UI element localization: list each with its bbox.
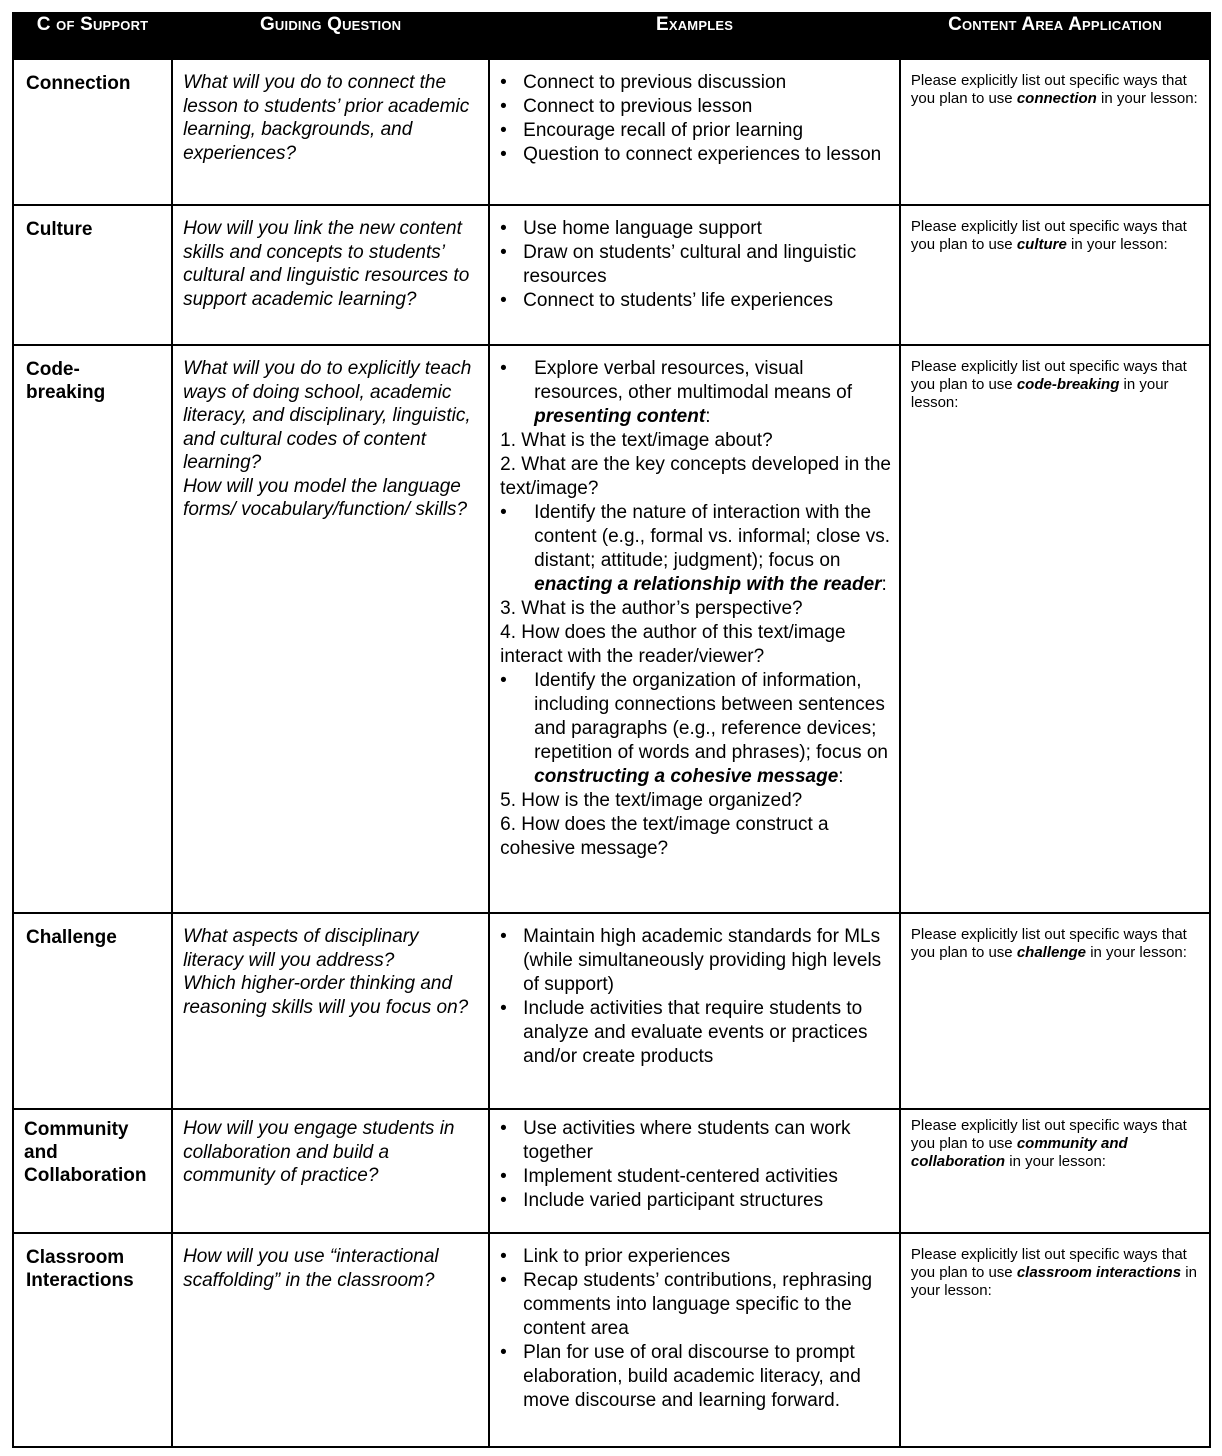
guiding-question: How will you use “interactional scaffolding” in the classroom? <box>183 1246 439 1291</box>
example-item: • Link to prior experiences <box>500 1245 893 1269</box>
c-of-support-table <box>12 12 1211 1448</box>
table-row <box>13 59 1210 205</box>
guiding-question: What will you do to explicitly teach ways of doing school, academic literacy, and disciplinary, linguistic, and cultural codes of content learning? How will you model the language forms/ vocabulary/function/ skills? <box>183 358 472 520</box>
example-item: • Include activities that require students to analyze and evaluate events or practices and/or create products <box>500 997 893 1069</box>
numbered-question: 1. What is the text/image about? <box>500 430 773 451</box>
support-name: Culture <box>26 219 93 240</box>
examples-list <box>490 1234 899 1413</box>
application-prompt: Please explicitly list out specific ways that you plan to use connection in your lesson: <box>910 72 1198 107</box>
example-item: • Identify the organization of information, including connections between sentences and paragraphs (e.g., reference devices; repetition of words and phrases); focus on constructing a cohesive message: <box>500 669 893 789</box>
support-name: Challenge <box>26 927 117 948</box>
header-c-of-support: C of Support <box>13 13 172 59</box>
table-row <box>13 345 1210 913</box>
application-term: classroom interactions <box>1016 1264 1182 1281</box>
header-row <box>13 13 1210 59</box>
numbered-question: 4. How does the author of this text/image interact with the reader/viewer? <box>500 622 846 667</box>
application-prompt: Please explicitly list out specific ways that you plan to use culture in your lesson: <box>910 218 1187 253</box>
application-term: community and collaboration <box>910 1135 1128 1170</box>
example-item: • Recap students’ contributions, rephrasing comments into language specific to the content area <box>500 1269 893 1341</box>
header-content-area-application: Content Area Application <box>900 13 1210 59</box>
application-term: challenge <box>1016 944 1087 961</box>
support-name: Code-breaking <box>26 359 106 403</box>
guiding-question: How will you link the new content skills and concepts to students’ cultural and linguistic resources to support academic learning? <box>183 218 470 310</box>
example-item: • Draw on students’ cultural and linguistic resources <box>500 241 893 289</box>
application-term: connection <box>1016 90 1097 107</box>
table-row <box>13 913 1210 1109</box>
example-item: • Connect to students’ life experiences <box>500 289 893 313</box>
example-item: • Question to connect experiences to lesson <box>500 143 893 167</box>
example-item: • Maintain high academic standards for MLs (while simultaneously providing high levels of support) <box>500 925 893 997</box>
examples-list <box>490 914 899 1069</box>
examples-list <box>490 346 899 861</box>
application-term: culture <box>1016 236 1067 253</box>
example-item: • Connect to previous lesson <box>500 95 893 119</box>
table-row <box>13 205 1210 345</box>
application-prompt: Please explicitly list out specific ways that you plan to use challenge in your lesson: <box>910 926 1187 961</box>
example-item: • Implement student-centered activities <box>500 1165 893 1189</box>
example-item: • Plan for use of oral discourse to prompt elaboration, build academic literacy, and move discourse and learning forward. <box>500 1341 893 1413</box>
table-row <box>13 1109 1210 1233</box>
table-row <box>13 1233 1210 1447</box>
support-name: Community and Collaboration <box>24 1119 147 1186</box>
numbered-question: 5. How is the text/image organized? <box>500 790 803 811</box>
examples-list <box>490 206 899 313</box>
guiding-question: What will you do to connect the lesson to students’ prior academic learning, backgrounds, and experiences? <box>183 72 470 164</box>
application-prompt: Please explicitly list out specific ways that you plan to use community and collaboration in your lesson: <box>910 1117 1187 1170</box>
example-item: • Connect to previous discussion <box>500 71 893 95</box>
numbered-question: 3. What is the author’s perspective? <box>500 598 803 619</box>
example-item: • Use home language support <box>500 217 893 241</box>
header-guiding-question: Guiding Question <box>172 13 489 59</box>
support-name: Connection <box>26 73 131 94</box>
examples-list <box>490 1110 899 1213</box>
application-term: code-breaking <box>1016 376 1120 393</box>
example-item: • Include varied participant structures <box>500 1189 893 1213</box>
example-item: • Explore verbal resources, visual resources, other multimodal means of presenting content: <box>500 357 893 429</box>
numbered-question: 2. What are the key concepts developed in the text/image? <box>500 454 891 499</box>
example-item: • Use activities where students can work together <box>500 1117 893 1165</box>
application-prompt: Please explicitly list out specific ways that you plan to use classroom interactions in your lesson: <box>910 1246 1197 1299</box>
guiding-question: What aspects of disciplinary literacy will you address? Which higher-order thinking and reasoning skills will you focus on? <box>183 926 469 1018</box>
application-prompt: Please explicitly list out specific ways that you plan to use code-breaking in your lesson: <box>910 358 1187 411</box>
guiding-question: How will you engage students in collaboration and build a community of practice? <box>183 1118 455 1186</box>
example-item: • Identify the nature of interaction with the content (e.g., formal vs. informal; close vs. distant; attitude; judgment); focus on enacting a relationship with the reader: <box>500 501 893 597</box>
examples-list <box>490 60 899 167</box>
support-name: Classroom Interactions <box>26 1247 134 1291</box>
example-item: • Encourage recall of prior learning <box>500 119 893 143</box>
numbered-question: 6. How does the text/image construct a cohesive message? <box>500 814 829 859</box>
header-examples: Examples <box>489 13 900 59</box>
